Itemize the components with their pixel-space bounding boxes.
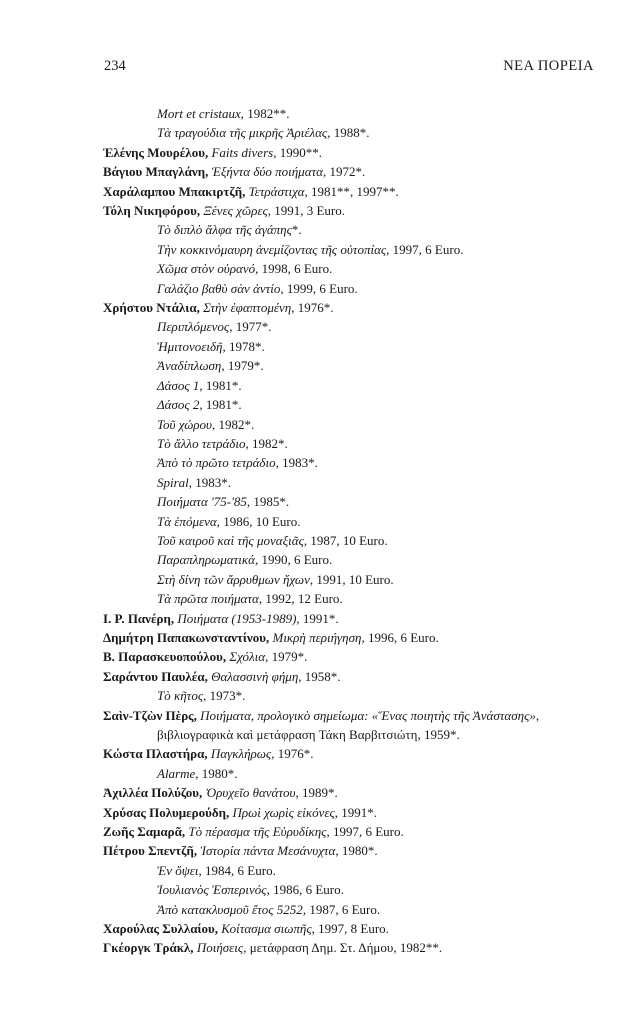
entry-details: , 1981**, 1997**. (304, 183, 399, 199)
running-title: ΝΕΑ ΠΟΡΕΙΑ (503, 58, 594, 74)
entry-title: Κοίτασμα σιωπῆς (221, 921, 312, 937)
entry-title: Τὴν κοκκινόμαυρη ἀνεμίζοντας τῆς οὐτοπίας (157, 241, 387, 257)
entry-details: , 1988*. (327, 125, 370, 141)
entry-author: Δημήτρη Παπακωνσταντίνου, (103, 629, 270, 645)
entry-author: Πέτρου Σπεντζῆ, (103, 843, 198, 859)
bibliography-entry (103, 861, 616, 880)
bibliography-entry (103, 182, 616, 201)
entry-title: Τὸ κῆτος (157, 688, 204, 704)
entry-details: , 1982*. (245, 435, 288, 451)
entry-title: Ὀρυχεῖο θανάτου (205, 785, 296, 801)
entry-details: , 1977*. (229, 319, 272, 335)
entry-title: Γαλάζιο βαθὺ σὰν ἀντίο (157, 280, 281, 296)
bibliography-entry (103, 143, 616, 162)
bibliography-entry (103, 240, 616, 259)
entry-title: Τὰ τραγούδια τῆς μικρῆς Ἀριέλας (157, 125, 328, 141)
entry-title: Δάσος 2 (157, 397, 200, 413)
entry-author: Χρήστου Ντάλια, (103, 300, 200, 316)
bibliography-entry (103, 395, 616, 414)
bibliography-entry (103, 220, 616, 239)
entry-author: Χαράλαμπου Μπακιρτζῆ, (103, 183, 246, 199)
bibliography-entry (103, 647, 616, 666)
bibliography-entry (103, 434, 616, 453)
entry-details: , 1958*. (298, 668, 341, 684)
entry-details: , 1981*. (199, 377, 242, 393)
bibliography-entry (103, 376, 616, 395)
entry-details: , 1980*. (195, 765, 238, 781)
bibliography-entry (103, 919, 616, 938)
entry-details: , 1987, 6 Euro. (302, 901, 381, 917)
entry-details: , 1982*. (212, 416, 255, 432)
bibliography-entry (103, 667, 616, 686)
entry-title: Ποιήματα, προλογικὸ σημείωμα: «Ἕνας ποιητὴς τῆς Ἀνάστασης» (200, 707, 536, 723)
bibliography-entry (103, 356, 616, 375)
bibliography-entry (103, 104, 616, 123)
entry-details: , 1981*. (199, 397, 242, 413)
bibliography-entry (103, 317, 616, 336)
entry-details: , 1980*. (335, 843, 378, 859)
entry-title: Τοῦ καιροῦ καὶ τῆς μοναξιᾶς (157, 532, 304, 548)
entry-title: Ἱστορία πάντα Μεσάνυχτα (200, 843, 336, 859)
bibliography-entry (103, 259, 616, 278)
bibliography-entry (103, 900, 616, 919)
entry-details: , 1999, 6 Euro. (280, 280, 358, 296)
bibliography-entry (103, 550, 616, 569)
entry-title: Ποιήματα '75-'85 (157, 494, 247, 510)
entry-details: , 1998, 6 Euro. (255, 261, 333, 277)
entry-details: , 1987, 10 Euro. (303, 532, 388, 548)
entry-title: Θαλασσινὴ φήμη (211, 668, 299, 684)
entry-title: Ἰουλιανὸς Ἑσπερινός (157, 882, 267, 898)
entry-title: Ἑξήντα δύο ποιήματα (211, 164, 323, 180)
entry-details: , 1990**. (273, 144, 322, 160)
bibliography-entry (103, 628, 616, 647)
bibliography-entry (103, 880, 616, 899)
entry-author: Χαρούλας Συλλαίου, (103, 921, 219, 937)
entry-author: Τόλη Νικηφόρου, (103, 203, 201, 219)
bibliography-entry (103, 589, 616, 608)
entry-details: , 1996, 6 Euro. (361, 629, 439, 645)
entry-details: , 1983*. (188, 474, 232, 490)
entry-title: Ἀπὸ κατακλυσμοῦ ἔτος 5252 (157, 901, 303, 917)
entry-title: Τὸ διπλὸ ἄλφα τῆς ἀγάπης (157, 222, 292, 238)
entry-author: Κώστα Πλαστήρα, (103, 746, 208, 762)
entry-author: Ζωῆς Σαμαρᾶ, (103, 824, 186, 840)
entry-author: Σαὶν-Τζὼν Πὲρς, (103, 707, 197, 723)
entry-details: , 1979*. (221, 358, 264, 374)
bibliography-entry (103, 609, 616, 628)
entry-details: , μετάφραση Δημ. Στ. Δήμου, 1982**. (243, 940, 443, 956)
bibliography-entry (103, 492, 616, 511)
entry-title: Χῶμα στὸν οὐρανό (157, 261, 256, 277)
entry-title: Alarme (157, 765, 196, 781)
entry-title: Ποιήματα (1953-1989) (177, 610, 297, 626)
bibliography-entry (103, 803, 616, 822)
entry-title: Στὴ δίνη τῶν ἄρρυθμων ἤχων (157, 571, 310, 587)
entry-title: Ἐν ὄψει (157, 862, 199, 878)
entry-author: Βάγιου Μπαγλάνη, (103, 164, 209, 180)
entry-title: Μικρὴ περιήγηση (272, 629, 362, 645)
entry-title: Δάσος 1 (157, 377, 200, 393)
entry-details: , 1992, 12 Euro. (258, 591, 343, 607)
entry-author: Γκέοργκ Τράκλ, (103, 940, 194, 956)
bibliography-entry (103, 415, 616, 434)
entry-details: *. (291, 222, 302, 238)
entry-details: , 1982**. (240, 106, 290, 121)
bibliography-entry (103, 822, 616, 841)
entry-details: , 1979*. (265, 649, 308, 665)
bibliography-entry (103, 783, 616, 802)
entry-details: , 1972*. (323, 164, 366, 180)
entry-details: , 1978*. (222, 338, 265, 354)
entry-title: Faits divers (211, 144, 274, 160)
entry-details: , 1976*. (271, 746, 314, 762)
bibliography-entry (103, 764, 616, 783)
entry-title: Τοῦ χώρου (157, 416, 212, 432)
entry-author: Ἑλένης Μουρέλου, (103, 144, 209, 160)
bibliography-entry (103, 473, 616, 492)
bibliography-entry (103, 123, 616, 142)
bibliography-entry (103, 570, 616, 589)
bibliography-list (103, 104, 616, 958)
page-header (104, 58, 594, 75)
bibliography-entry (103, 298, 616, 317)
entry-title: Ἀναδίπλωση (157, 358, 222, 374)
entry-title: Παγκλήρως (210, 746, 272, 762)
entry-author: Β. Παρασκευοπούλου, (103, 649, 227, 665)
bibliography-entry (103, 453, 616, 472)
entry-details: , 1984, 6 Euro. (198, 862, 276, 878)
entry-details: , 1983*. (275, 455, 318, 471)
entry-details: , 1997, 8 Euro. (311, 921, 389, 937)
entry-title: Ἡμιτονοειδῆ (157, 338, 223, 354)
entry-details: , 1991, 3 Euro. (267, 203, 346, 219)
page-number: 234 (104, 58, 126, 74)
entry-author: Ἀχιλλέα Πολύζου, (103, 785, 203, 801)
bibliography-entry (103, 162, 616, 181)
entry-title: Mort et cristaux (157, 106, 241, 121)
entry-title: Spiral (157, 474, 189, 490)
entry-title: Ἀπὸ τὸ πρῶτο τετράδιο (157, 455, 276, 471)
entry-details: , 1990, 6 Euro. (254, 552, 333, 568)
bibliography-entry (103, 706, 616, 745)
entry-details: , 1973*. (203, 688, 246, 704)
bibliography-entry (103, 279, 616, 298)
bibliography-entry (103, 512, 616, 531)
entry-details: , 1986, 10 Euro. (216, 513, 301, 529)
entry-details: , 1991*. (296, 610, 339, 626)
entry-details: , 1997, 6 Euro. (326, 824, 404, 840)
entry-title: Περιπλόμενος (157, 319, 230, 335)
entry-details: , 1976*. (291, 300, 334, 316)
entry-author: Χρύσας Πολυμερούδη, (103, 804, 230, 820)
entry-title: Τὸ πέρασμα τῆς Εὐρυδίκης (188, 824, 327, 840)
entry-title: Παραπληρωματικά (157, 552, 255, 568)
entry-title: Τὰ ἑπόμενα (157, 513, 217, 529)
entry-details: , βιβλιογραφικὰ καὶ μετάφραση Τάκη Βαρβιτσιώτη, 1959*. (157, 707, 540, 742)
entry-title: Τὸ ἄλλο τετράδιο (157, 435, 246, 451)
entry-title: Ποιήσεις (196, 940, 244, 956)
bibliography-entry (103, 531, 616, 550)
bibliography-entry (103, 938, 616, 957)
entry-title: Τὰ πρῶτα ποιήματα (157, 591, 259, 607)
entry-author: Ι. Ρ. Πανέρη, (103, 610, 175, 626)
bibliography-entry (103, 201, 616, 220)
entry-details: , 1989*. (295, 785, 338, 801)
entry-details: , 1991, 10 Euro. (309, 571, 394, 587)
entry-details: , 1985*. (246, 494, 290, 510)
entry-title: Σχόλια (229, 649, 266, 665)
bibliography-entry (103, 686, 616, 705)
entry-title: Ξένες χῶρες (203, 203, 268, 219)
entry-author: Σαράντου Παυλέα, (103, 668, 208, 684)
entry-details: , 1997, 6 Euro. (386, 241, 464, 257)
bibliography-entry (103, 744, 616, 763)
bibliography-entry (103, 841, 616, 860)
entry-details: , 1986, 6 Euro. (266, 882, 344, 898)
entry-details: , 1991*. (334, 804, 378, 820)
bibliography-entry (103, 337, 616, 356)
entry-title: Στὴν ἐφαπτομένη (203, 300, 292, 316)
entry-title: Πρωὶ χωρὶς εἰκόνες (232, 804, 335, 820)
entry-title: Τετράστιχα (248, 183, 305, 199)
